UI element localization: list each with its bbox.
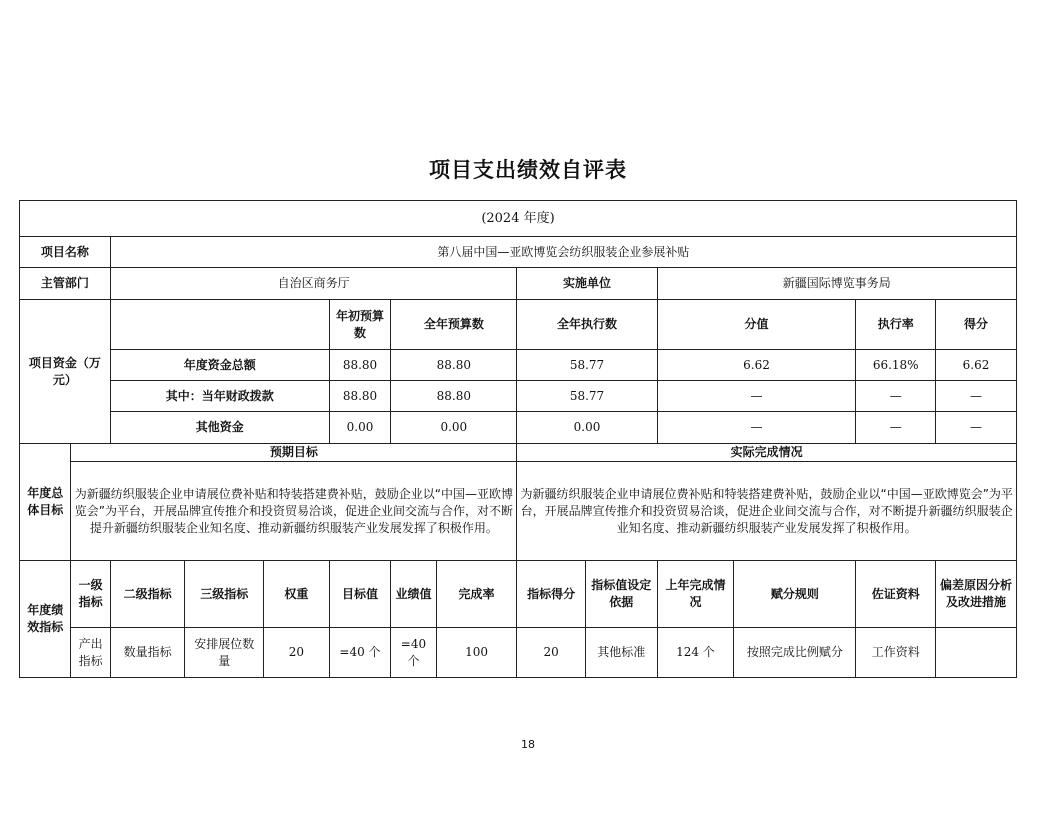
score-value: 6.62: [936, 350, 1017, 381]
score-value: —: [936, 412, 1017, 444]
scoring-rule-value: 按照完成比例赋分: [734, 628, 856, 678]
basis-value: 其他标准: [585, 628, 657, 678]
deviation-analysis-header: 偏差原因分析及改进措施: [936, 561, 1017, 628]
indicator-score-header: 指标得分: [517, 561, 586, 628]
evidence-value: 工作资料: [856, 628, 936, 678]
implementing-unit-label: 实施单位: [517, 268, 657, 300]
initial-budget-value: 88.80: [329, 381, 391, 412]
score-header: 得分: [936, 300, 1017, 350]
weight-header: 权重: [264, 561, 330, 628]
score-value: —: [936, 381, 1017, 412]
project-name-label: 项目名称: [20, 237, 111, 268]
deviation-analysis-value: [936, 628, 1017, 678]
level2-indicator-header: 二级指标: [110, 561, 185, 628]
level1-indicator-header: 一级指标: [71, 561, 110, 628]
project-name-value: 第八届中国—亚欧博览会纺织服装企业参展补贴: [110, 237, 1016, 268]
exec-rate-value: 66.18%: [856, 350, 936, 381]
funds-header-blank: [110, 300, 329, 350]
annual-budget-value: 88.80: [391, 381, 517, 412]
exec-rate-value: —: [856, 412, 936, 444]
completion-rate-value: 100: [436, 628, 517, 678]
annual-budget-value: 0.00: [391, 412, 517, 444]
score-value-value: 6.62: [657, 350, 856, 381]
target-value-header: 目标值: [329, 561, 391, 628]
score-value-header: 分值: [657, 300, 856, 350]
supervising-dept-label: 主管部门: [20, 268, 111, 300]
completion-rate-header: 完成率: [436, 561, 517, 628]
evidence-header: 佐证资料: [856, 561, 936, 628]
weight-value: 20: [264, 628, 330, 678]
initial-budget-value: 88.80: [329, 350, 391, 381]
annual-performance-indicator-label: 年度绩效指标: [20, 561, 71, 678]
year-cell: (2024 年度): [20, 201, 1017, 237]
basis-header: 指标值设定依据: [585, 561, 657, 628]
expected-goal-header: 预期目标: [71, 444, 517, 462]
funds-row: [20, 350, 1017, 381]
funds-row-label: 年度资金总额: [110, 350, 329, 381]
funds-row-label: 其中：当年财政拨款: [110, 381, 329, 412]
level3-indicator-header: 三级指标: [185, 561, 264, 628]
implementing-unit-value: 新疆国际博览事务局: [657, 268, 1016, 300]
supervising-dept-value: 自治区商务厅: [110, 268, 517, 300]
executed-value: 0.00: [517, 412, 657, 444]
funds-row: [20, 412, 1017, 444]
initial-budget-value: 0.00: [329, 412, 391, 444]
funds-row-label: 其他资金: [110, 412, 329, 444]
level2-indicator: 数量指标: [110, 628, 185, 678]
initial-budget-header: 年初预算数: [329, 300, 391, 350]
document-title: 项目支出绩效自评表: [429, 158, 627, 182]
indicator-score-value: 20: [517, 628, 586, 678]
level3-indicator: 安排展位数量: [185, 628, 264, 678]
expected-goal-text: 为新疆纺织服装企业申请展位费补贴和特装搭建费补贴，鼓励企业以“中国—亚欧博览会”为平台，开展品牌宣传推介和投资贸易洽谈，促进企业间交流与合作，对不断提升新疆纺织服装企业知名度、推动新疆纺织服装产业发展发挥了积极作用。: [71, 462, 517, 561]
page-number: 18: [521, 738, 535, 751]
performance-value-header: 业绩值: [391, 561, 436, 628]
funds-row: [20, 381, 1017, 412]
annual-overall-goal-label: 年度总体目标: [20, 444, 71, 561]
last-year-value: 124 个: [657, 628, 734, 678]
level1-indicator: 产出指标: [71, 628, 110, 678]
exec-rate-value: —: [856, 381, 936, 412]
annual-budget-value: 88.80: [391, 350, 517, 381]
exec-rate-header: 执行率: [856, 300, 936, 350]
score-value-value: —: [657, 381, 856, 412]
annual-budget-header: 全年预算数: [391, 300, 517, 350]
score-value-value: —: [657, 412, 856, 444]
actual-completion-text: 为新疆纺织服装企业申请展位费补贴和特装搭建费补贴，鼓励企业以“中国—亚欧博览会”为平台，开展品牌宣传推介和投资贸易洽谈，促进企业间交流与合作，对不断提升新疆纺织服装企业知名度、推动新疆纺织服装产业发展发挥了积极作用。: [517, 462, 1017, 561]
executed-value: 58.77: [517, 350, 657, 381]
scoring-rule-header: 赋分规则: [734, 561, 856, 628]
project-funds-label: 项目资金（万元）: [20, 300, 111, 444]
indicator-row: [20, 628, 1017, 678]
actual-completion-header: 实际完成情况: [517, 444, 1017, 462]
last-year-header: 上年完成情况: [657, 561, 734, 628]
target-value: =40 个: [329, 628, 391, 678]
executed-value: 58.77: [517, 381, 657, 412]
executed-header: 全年执行数: [517, 300, 657, 350]
performance-self-evaluation-table: [19, 200, 1017, 678]
performance-value: =40 个: [391, 628, 436, 678]
